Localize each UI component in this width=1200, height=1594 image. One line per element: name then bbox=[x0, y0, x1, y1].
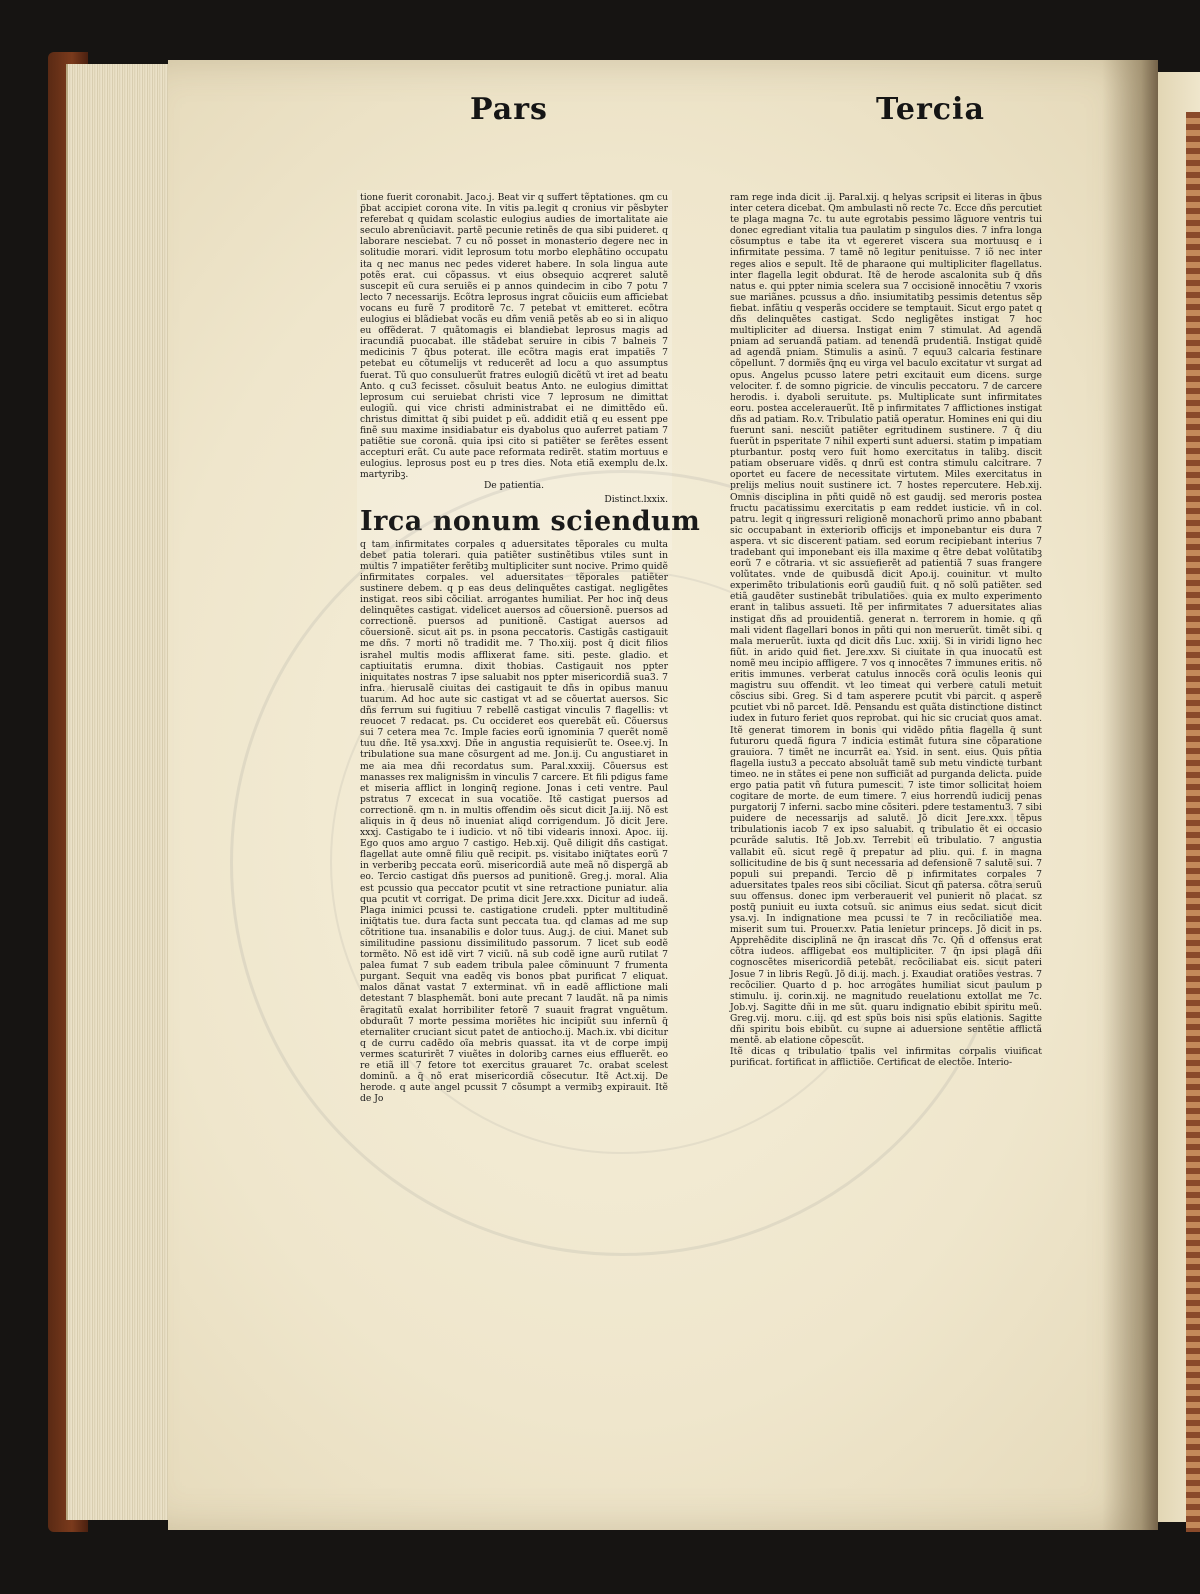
paragraph-left-1: tione fuerit coronabit. Jaco.j. Beat vir q suffert tẽptationes. qm cu p̃bat accipiet corona vite. In vitis pa.legit q cronius vir pẽsbyter referebat q quidam scolastic eulogius audies de imortalitate aie seculo abrenũciavit. partẽ pecunie retinẽs de qua sibi puideret. q laborare nesciebat. 7 cu nõ posset in monasterio degere nec in solitudie morari. vidit leprosum totu morbo elephãtino occupatu ita q nec manus nec pedes videret habere. In sola lingua aute potẽs erat. cui cõpassus. vt eius obsequio acqreret salutẽ suscepit eũ cura seruiẽs ei p annos quindecim in cibo 7 potu 7 lecto 7 necessarijs. Ecõtra leprosus ingrat cõuiciis eum afficiebat vocans eu furẽ 7 proditorẽ 7c. 7 petebat vt emitteret. ecõtra eulogius ei blãdiebat vocãs eu dñm veniã petẽs ab eo si in aliquo eu offẽderat. 7 quãtomagis ei blandiebat leprosus magis ad iracundiã puocabat. ille stãdebat seruire in cibis 7 balneis 7 medicinis 7 q̃bus poterat. ille ecõtra magis erat impatiẽs 7 petebat eu cõtumelijs vt reducerẽt ad locu a quo assumptus fuerat. Tũ quo consuluerũt fratres eulogiũ dicẽtũ vt iret ad beatu Anto. q cu3 fecisset. cõsuluit beatus Anto. ne eulogius dimittat leprosum cui seruiebat christi vice 7 leprosum ne dimittat eulogiũ. qui vice christi administrabat ei ne dimittẽdo eũ. christus dimittat q̃ sibi puidet p eũ. addidit etiã q eu essent ppe finẽ suu maxime insidiabatur eis dyabolus quo auferret patiam 7 patiẽtie sue coronã. quia ipsi cito si patiẽter se ferẽtes essent accepturi erãt. Cu aute pace reformata redirẽt. statim mortuus e eulogius. leprosus post eu p tres dies. Nota etiã exemplu de.lx. martyribꝫ. bbox=[360, 192, 668, 481]
headband-right bbox=[1186, 112, 1200, 1532]
text-column-left bbox=[360, 192, 701, 1105]
text-column-right bbox=[730, 192, 1042, 1069]
section-subheading: De patientia. bbox=[483, 480, 545, 492]
section-initial-heading: Irca nonum sciendum bbox=[360, 505, 701, 537]
running-head-right: Tercia bbox=[876, 92, 985, 127]
running-head-left: Pars bbox=[470, 92, 548, 127]
distinctio-label: Distinct.lxxix. bbox=[604, 493, 668, 505]
paragraph-right-1: ram rege inda dicit .ij. Paral.xij. q helyas scripsit ei literas in q̃bus inter cetera dicebat. Qm ambulasti nõ recte 7c. Ecce dñs percutiet te plaga magna 7c. tu aute egrotabis pessimo lãguore ventris tui donec egrediant vitalia tua paulatim p singulos dies. 7 infra longa cõsumptus e tabe ita vt egereret viscera sua mortuusq e i infirmitate pessima. 7 tamẽ nõ legitur penituisse. 7 iõ nec inter reges alios e sepult. Itẽ de pharaone qui multipliciter flagellatus. inter flagella legit obdurat. Itẽ de herode ascalonita sub q̃ dñs natus e. qui ppter nimia scelera sua 7 occisionẽ innocẽtiu 7 vxoris sue mariãnes. pcussus a dño. insiumitatibꝫ pessimis detentus sẽp fiebat. infãtiu q vesperãs occidere se temptauit. Sicut ergo patet q dñs delinquẽtes castigat. Scdo negligẽtes instigat 7 hoc multipliciter ad diuersa. Instigat enim 7 stimulat. Ad agendã pniam ad seruandã patiam. ad tenendã prudentiã. Instigat quidẽ ad agendã pniam. Stimulis a asinũ. 7 equu3 calcaria festinare cõpellunt. 7 dormiẽs q̃nq eu virga vel baculo excitatur vt surgat ad opus. Angelus pcusso latere petri excitauit eum dicens. surge velociter. f. de somno pigricie. de vinculis peccatoru. 7 de carcere herodis. i. dyaboli seruitute. ps. Multiplicate sunt infirmitates eoru. postea accelerauerũt. Itẽ p infirmitates 7 afflictiones instigat dñs ad patiam. Ro.v. Tribulatio patiã operatur. Homines eni qui diu fuerunt sani. nesciũt patiẽter egritudinem sustinere. 7 q̃ diu fuerũt in psperitate 7 nihil experti sunt aduersi. statim p impatiam pturbantur. postq vero fuit homo exercitatus in talibꝫ. discit patiam obseruare vidẽs. q dnrũ est contra stimulu calcitrare. 7 oportet eu facere de necessitate virtutem. Miles exercitatus in prelijs melius nouit sustinere ict. 7 hostes repercutere. Heb.xij. Omnis disciplina in pñti quidẽ nõ est gaudij. sed meroris postea fructu pacatissimu exercitatis p eam reddet iusticie. vñ in col. patru. legit q ingressuri religionẽ monachorũ primo anno pbabant sic occupabant in exteriorib officijs et imponebantur eis dura 7 aspera. vt sic discerent patiam. sed eorum recipiebant interius 7 tradebant qui imponebant eis illa maxime q ẽtre debat volũtatibꝫ eorũ 7 e cõtraria. vt sic assuefierẽt ad patientiã 7 suas frangere volũtates. vnde de quibusdã dicit Apo.ij. couinitur. vt multo experimẽto tribulationis eorũ gaudiũ fuit. q nõ solũ patiẽter. sed etiã gaudẽter sustinebãt tribulatiões. quia ex multo experimento erant in talibus assueti. Itẽ per infirmitates 7 aduersitates alias instigat dñs ad prouidentiã. generat n. terrorem in homie. q qñ mali vident flagellari bonos in pñti qui non meruerũt. timẽt sibi. q mala meruerũt. iuxta qd dicit dñs Luc. xxiij. Si in viridi ligno hec fiũt. in arido quid fiet. Jere.xxv. Si ciuitate in qua inuocatũ est nomẽ meu incipio affligere. 7 vos q innocẽtes 7 immunes eritis. nõ eritis immunes. verberat catulus innocẽs corã oculis leonis qui magistru suu offendit. vt leo timeat qui verbere catuli metuit cõscius sibi. Greg. Si d tam asperere pcutit vbi parcit. q asperẽ pcutiet vbi nõ parcet. Idẽ. Pensandu est quãta distinctione distinct iudex in futuro feriet quos reprobat. qui hic sic cruciat quos amat. Itẽ generat timorem in bonis qui vidẽdo pñtia flagella q̃ sunt futuroru quedã figura 7 indicia estimãt futura sine cõparatione grauiora. 7 timẽt ne incurrãt ea. Ysid. in sent. eius. Quis pñtia flagella iustu3 a peccato absoluãt tamẽ sub metu vindicte turbant timeo. ne in stãtes ei pene non sufficiãt ad purganda delicta. puide ergo patia patit vñ futura pumescit. 7 iste timor sollicitat hoiem cogitare de morte. de eum timere. 7 eius horrendũ iudicij penas purgatorij 7 inferni. sacbo mine cõsiteri. pdere testamentu3. 7 sibi puidere de necessarijs ad salutẽ. Jõ dicit Jere.xxx. tẽpus tribulationis iacob 7 ex ipso saluabit. q tribulatio ẽt ei occasio pcurãde salutis. Itẽ Job.xv. Terrebit eũ tribulatio. 7 angustia vallabit eũ. sicut regẽ q̃ prepatur ad pliu. qui. f. in magna sollicitudine de bis q̃ sunt necessaria ad defensionẽ 7 salutẽ sui. 7 populi sui prepandi. Tercio dẽ p infirmitates corpales 7 aduersitates tpales reos sibi cõciliat. Sicut qñ patersa. cõtra seruũ suu offensus. donec ipm verberauerit vel punierit nõ placat. sz postq̃ puniuit eu iuxta cotsuũ. sic animus eius sedat. sicut dicit ysa.vj. In indignatione mea pcussi te 7 in recõciliatiõe mea. miserit sum tui. Prouer.xv. Patia lenietur princeps. Jõ dicit in ps. Apprehẽdite disciplinã ne q̃n irascat dñs 7c. Qñ d offensus erat cõtra iudeos. affligebat eos multipliciter. 7 q̃n ipsi plagã dñi cognoscẽtes misericordiã petebãt. recõciliabat eis. sicut pateri Josue 7 in libris Regũ. Jõ di.ij. mach. j. Exaudiat oratiões vestras. 7 recõcilier. Quarto d p. hoc arrogãtes humiliat sicut paulum p stimulu. ij. corin.xij. ne magnitudo reuelationu extollat me 7c. Job.vj. Sagitte dñi in me sũt. quaru indignatio ebibit spiritu meũ. Greg.vij. moru. c.iij. qd est spũs bois nisi spũs elationis. Sagitte dñi spiritu bois ebibũt. cu supne ai aduersione sentẽtie afflictã mentẽ. ab elatione cõpescũt. bbox=[730, 192, 1042, 1047]
paragraph-right-2: Itẽ dicas q tribulatio tpalis vel infirmitas corpalis viuificat purificat. fortificat in afflictiõe. Certificat de electõe. Interio- bbox=[730, 1046, 1042, 1069]
paragraph-left-2: q tam infirmitates corpales q aduersitates tẽporales cu multa debet patia tolerari. quia patiẽter sustinẽtibus vtiles sunt in multis 7 impatiẽter ferẽtibꝫ multipliciter sunt nocive. Primo quidẽ infirmitates corpales. vel aduersitates tẽporales patiẽter sustinere debem. q p eas deus delinquẽtes castigat. negligẽtes instigat. reos sibi cõciliat. arrogantes humiliat. Per hoc inq̃ deus delinquẽtes castigat. videlicet auersos ad cõuersionẽ. puersos ad correctionẽ. puersos ad punitionẽ. Castigat auersos ad cõuersionẽ. sicut ait ps. in psona peccatoris. Castigãs castigauit me dñs. 7 morti nõ tradidit me. 7 Tho.xiij. post q̃ dicit filios israhel multis modis afflixerat fame. siti. peste. gladio. et captiuitatis erumna. dixit thobias. Castigauit nos ppter iniquitates nostras 7 ipse saluabit nos ppter misericordiã sua3. 7 infra. hierusalẽ ciuitas dei castigauit te dñs in opibus manuu tuarum. Ad hoc aute sic castigat vt ad se cõuertat auersos. Sic dñs ferrum sui fugitiuu 7 rebellẽ castigat vinculis 7 flagellis: vt reuocet 7 redacat. ps. Cu occideret eos querebãt eũ. Cõuersus sui 7 cetera mea 7c. Imple facies eorũ ignominia 7 querẽt nomẽ tuu dñe. Itẽ ysa.xxvj. Dñe in angustia requisierũt te. Osee.vj. In tribulatione sua mane cõsurgent ad me. Jon.ij. Cu angustiaret in me aia mea dñi recordatus sum. Paral.xxxiij. Cõuersus est manasses rex maligniss̃m in vinculis 7 carcere. Et fili pdigus fame et miseria afflict in longinq̃ regione. Jonas i ceti ventre. Paul pstratus 7 excecat in sua vocatiõe. Itẽ castigat puersos ad correctionẽ. qm n. in multis offendim oẽs sicut dicit Ja.iij. Nõ est aliquis in q̃ deus nõ inueniat aliqd corrigendum. Jõ dicit Jere. xxxj. Castigabo te i iudicio. vt nõ tibi videaris innoxi. Apoc. iij. Ego quos amo arguo 7 castigo. Heb.xij. Quẽ diligit dñs castigat. flagellat aute omnẽ filiu quẽ recipit. ps. visitabo iniq̃tates eorũ 7 in verberibꝫ peccata eorũ. misericordiã aute meã nõ dispergã ab eo. Tercio castigat dñs puersos ad punitionẽ. Greg.j. moral. Alia est pcussio qua peccator pcutit vt sine retractione puniatur. alia qua pcutit vt corrigat. De prima dicit Jere.xxx. Dicitur ad iudeã. Plaga inimici pcussi te. castigatione crudeli. ppter multitudinẽ iniq̃tatis tue. dura facta sunt peccata tua. qd clamas ad me sup cõtritione tua. insanabilis e dolor tuus. Aug.j. de ciui. Manet sub similitudine passionu dissimilitudo passorum. 7 licet sub eodẽ tormẽto. Nõ est idẽ virt 7 viciũ. nã sub codẽ igne aurũ rutilat 7 palea fumat 7 sub eadem tribula palee cõminuunt 7 frumenta purgant. Sequit vna eadẽq vis bonos pbat purificat 7 eliquat. malos dãnat vastat 7 exterminat. vñ in eadẽ afflictione mali detestant 7 blasphemãt. boni aute precant 7 laudãt. nã pa nimis ẽragitatũ exalat horribiliter fetorẽ 7 suauit fragrat vnguẽtum. obduraũt 7 morte pessima moriẽtes hic incipiũt suu infernũ q̃ eternaliter cruciant sicut patet de antiocho.ij. Mach.ix. vbi dicitur q de curru cadẽdo oĩa mebris quassat. ita vt de corpe impij vermes scaturirẽt 7 viuẽtes in doloribꝫ carnes eius effluerẽt. eo re etiã ill 7 fetore tot exercitus grauaret 7c. orabat scelest dominũ. a q̃ nõ erat misericordiã cõsecutur. Itẽ Act.xij. De herode. q aute angel pcussit 7 cõsumpt a vermibꝫ expirauit. Itẽ de Jo bbox=[360, 538, 668, 1105]
book-gutter-shadow bbox=[1102, 60, 1158, 1530]
